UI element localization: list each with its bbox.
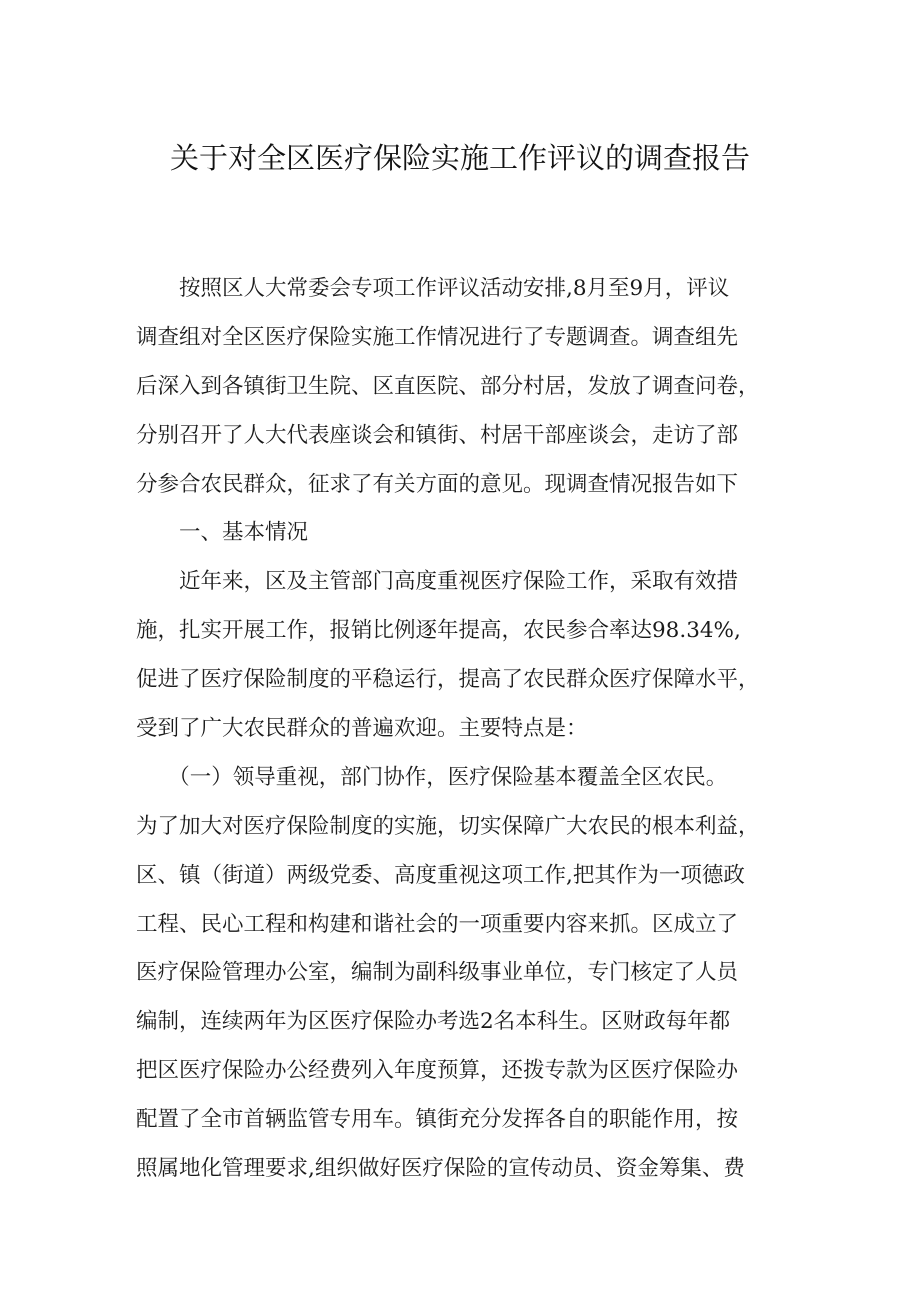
paragraph-line: 按照区人大常委会专项工作评议活动安排,8月至9月，评议 (136, 276, 730, 301)
document-body (136, 265, 796, 1194)
paragraph-line: 为了加大对医疗保险制度的实施，切实保障广大农民的根本利益， (136, 813, 760, 839)
paragraph-line: 编制，连续两年为区医疗保险办考选2名本科生。区财政每年都 (136, 1009, 731, 1035)
document-title: 关于对全区医疗保险实施工作评议的调查报告 (169, 141, 750, 175)
paragraph-line: 工程、民心工程和构建和谐社会的一项重要内容来抓。区成立了 (136, 911, 739, 937)
paragraph-line: 分别召开了人大代表座谈会和镇街、村居干部座谈会，走访了部 (136, 422, 739, 448)
section-heading: 一、基本情况 (136, 520, 309, 546)
paragraph-line: 调查组对全区医疗保险实施工作情况进行了专题调查。调查组先 (136, 324, 739, 350)
paragraph-line: 近年来，区及主管部门高度重视医疗保险工作，采取有效措 (136, 569, 739, 595)
subsection-heading-line: （一）领导重视，部门协作，医疗保险基本覆盖全区农民。 (136, 764, 728, 790)
paragraph-line: 照属地化管理要求,组织做好医疗保险的宣传动员、资金筹集、费 (136, 1156, 745, 1182)
paragraph-line: 把区医疗保险办公经费列入年度预算，还拨专款为区医疗保险办 (136, 1058, 739, 1084)
paragraph-line: 受到了广大农民群众的普遍欢迎。主要特点是： (136, 716, 588, 742)
paragraph-line: 医疗保险管理办公室，编制为副科级事业单位，专门核定了人员 (136, 960, 739, 986)
paragraph-line: 配置了全市首辆监管专用车。镇街充分发挥各自的职能作用，按 (136, 1107, 739, 1133)
paragraph-line: 促进了医疗保险制度的平稳运行，提高了农民群众医疗保障水平， (136, 667, 760, 693)
paragraph-line: 区、镇（街道）两级党委、高度重视这项工作,把其作为一项德政 (136, 862, 745, 888)
paragraph-line: 分参合农民群众，征求了有关方面的意见。现调查情况报告如下 (136, 471, 739, 497)
paragraph-line: 施，扎实开展工作，报销比例逐年提高，农民参合率达98.34%, (136, 618, 741, 644)
paragraph-line: 后深入到各镇街卫生院、区直医院、部分村居，发放了调查问卷， (136, 373, 760, 399)
